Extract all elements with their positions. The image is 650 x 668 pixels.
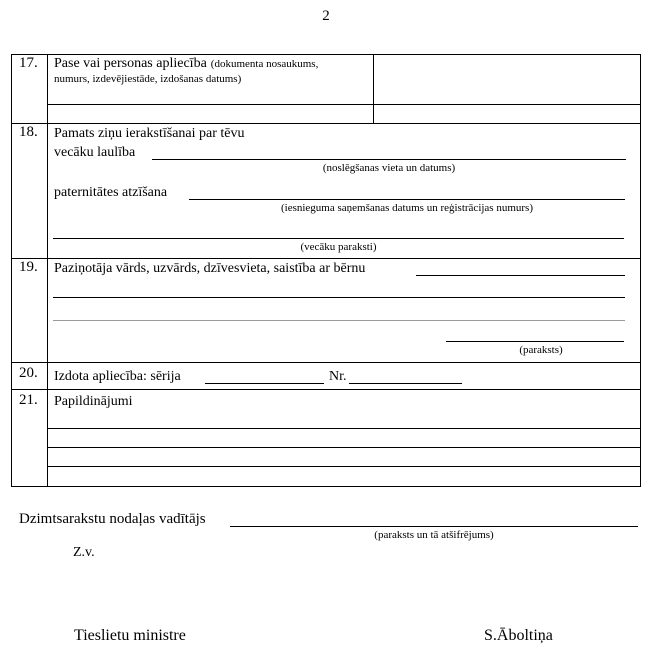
marriage-label: vecāku laulība bbox=[54, 145, 136, 160]
father-basis-title: Pamats ziņu ierakstīšanai par tēvu bbox=[54, 126, 245, 141]
passport-note-2: numurs, izdevējiestāde, izdošanas datums) bbox=[54, 73, 242, 85]
informant-label: Paziņotāja vārds, uzvārds, dzīvesvieta, saistība ar bērnu bbox=[54, 261, 366, 276]
informant-signature-line[interactable] bbox=[446, 341, 624, 342]
marriage-caption: (noslēgšanas vieta un datums) bbox=[322, 162, 456, 174]
additions-label: Papildinājumi bbox=[54, 394, 133, 409]
parents-signature-line[interactable] bbox=[53, 238, 624, 239]
table-line bbox=[640, 54, 641, 487]
table-line bbox=[11, 54, 12, 487]
table-line bbox=[11, 389, 640, 390]
row-17-label bbox=[54, 56, 372, 86]
registry-head-label: Dzimtsarakstu nodaļas vadītājs bbox=[19, 511, 206, 527]
table-line bbox=[11, 258, 640, 259]
paternity-label: paternitātes atzīšana bbox=[54, 185, 168, 200]
passport-extra-field[interactable] bbox=[48, 105, 639, 122]
certificate-nr-input-line[interactable] bbox=[349, 383, 462, 384]
row-17-number: 17. bbox=[19, 55, 38, 71]
row-18-number: 18. bbox=[19, 124, 38, 140]
informant-input-line-1[interactable] bbox=[416, 275, 625, 276]
minister-name: S.Āboltiņa bbox=[484, 627, 553, 644]
parents-caption: (vecāku paraksti) bbox=[300, 241, 377, 253]
table-line bbox=[11, 362, 640, 363]
page-number: 2 bbox=[322, 8, 330, 24]
minister-title: Tieslietu ministre bbox=[74, 627, 186, 644]
row-19-number: 19. bbox=[19, 259, 38, 275]
passport-note: (dokumenta nosaukums, bbox=[210, 58, 319, 70]
certificate-series-input-line[interactable] bbox=[205, 383, 324, 384]
paternity-caption: (iesnieguma saņemšanas datums un reģistrācijas numurs) bbox=[280, 202, 534, 214]
marriage-input-line[interactable] bbox=[152, 159, 626, 160]
additions-field[interactable] bbox=[48, 410, 639, 485]
stamp-place: Z.v. bbox=[73, 545, 95, 560]
informant-input-line-2[interactable] bbox=[53, 297, 625, 298]
registry-head-caption: (paraksts un tā atšifrējums) bbox=[374, 529, 494, 541]
paternity-input-line[interactable] bbox=[189, 199, 625, 200]
informant-signature-caption: (paraksts) bbox=[519, 344, 563, 356]
registry-head-signature-line[interactable] bbox=[230, 526, 638, 527]
passport-value-field[interactable] bbox=[374, 55, 639, 103]
certificate-nr-label: Nr. bbox=[329, 369, 347, 384]
row-20-number: 20. bbox=[19, 365, 38, 381]
passport-label: Pase vai personas apliecība bbox=[54, 56, 207, 71]
table-line bbox=[11, 486, 640, 487]
certificate-series-label: Izdota apliecība: sērija bbox=[54, 369, 181, 384]
row-21-number: 21. bbox=[19, 392, 38, 408]
table-line bbox=[11, 123, 640, 124]
informant-input-line-3[interactable] bbox=[53, 320, 625, 321]
